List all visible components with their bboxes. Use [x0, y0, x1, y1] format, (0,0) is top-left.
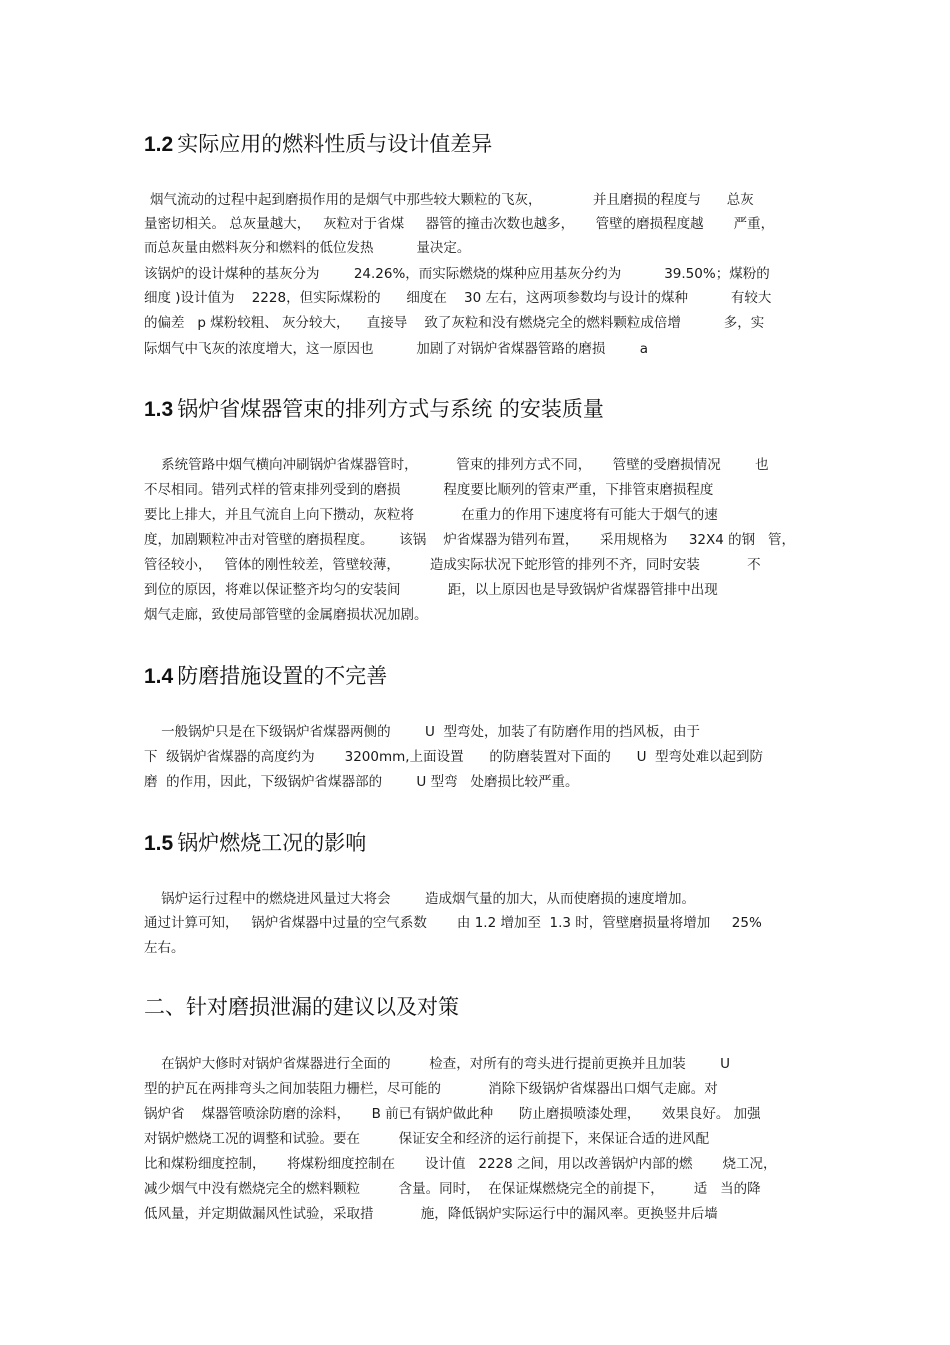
paragraph-line: 磨 的作用，因此，下级锅炉省煤器部的 U 型弯 处磨损比较严重。 [144, 774, 579, 790]
paragraph-line: 锅炉运行过程中的燃烧进风量过大将会 造成烟气量的加大，从而使磨损的速度增加。 [144, 891, 695, 907]
paragraph-line: 左右。 [144, 940, 185, 956]
paragraph-line: 细度 )设计值为 2228，但实际煤粉的 细度在 30 左右，这两项参数均与设计的煤种 有较大 [144, 290, 772, 306]
section-title: 锅炉燃烧工况的影响 [177, 831, 367, 855]
section-number: 1.4 [144, 665, 174, 688]
section-heading-2 [144, 992, 459, 1022]
paragraph-line: 该锅炉的设计煤种的基灰分为 24.26%，而实际燃烧的煤种应用基灰分约为 39.50%；煤粉的 [144, 266, 770, 282]
paragraph-line: 而总灰量由燃料灰分和燃料的低位发热 量决定。 [144, 240, 471, 256]
paragraph-line: 在锅炉大修时对锅炉省煤器进行全面的 检查，对所有的弯头进行提前更换并且加装 U [144, 1056, 730, 1072]
paragraph-line: 下 级锅炉省煤器的高度约为 3200mm,上面设置 的防磨装置对下面的 U 型弯处难以起到防 [144, 749, 764, 765]
paragraph-line: 的偏差 p 煤粉较粗、 灰分较大， 直接导 致了灰粒和没有燃烧完全的燃料颗粒成倍增 多，实 [144, 315, 765, 331]
section-title: 实际应用的燃料性质与设计值差异 [177, 132, 493, 156]
paragraph-line: 不尽相同。错列式样的管束排列受到的磨损 程度要比顺列的管束严重，下排管束磨损程度 [144, 482, 714, 498]
section-number: 1.3 [144, 398, 174, 421]
paragraph-line: 量密切相关。 总灰量越大， 灰粒对于省煤 器管的撞击次数也越多， 管壁的磨损程度越 严重， [144, 216, 775, 232]
paragraph-line: 到位的原因，将难以保证整齐均匀的安装间 距，以上原因也是导致锅炉省煤器管排中出现 [144, 582, 718, 598]
paragraph-line: 减少烟气中没有燃烧完全的燃料颗粒 含量。同时， 在保证煤燃烧完全的前提下， 适 当的降 [144, 1181, 761, 1197]
paragraph-line: 通过计算可知， 锅炉省煤器中过量的空气系数 由 1.2 增加至 1.3 时，管壁磨损量将增加 25% [144, 915, 762, 931]
paragraph-line: 一般锅炉只是在下级锅炉省煤器两侧的 U 型弯处，加装了有防磨作用的挡风板，由于 [144, 724, 700, 740]
paragraph-line: 低风量，并定期做漏风性试验，采取措 施，降低锅炉实际运行中的漏风率。更换竖井后墙 [144, 1206, 718, 1222]
paragraph-line: 对锅炉燃烧工况的调整和试验。要在 保证安全和经济的运行前提下，来保证合适的进风配 [144, 1131, 710, 1147]
section-number: 1.5 [144, 832, 174, 855]
section-number: 1.2 [144, 133, 174, 156]
paragraph-line: 型的护瓦在两排弯头之间加装阻力栅栏，尽可能的 消除下级锅炉省煤器出口烟气走廊。对 [144, 1081, 718, 1097]
section-heading-1-3 [144, 394, 604, 425]
paragraph-line: 管径较小， 管体的刚性较差，管壁较薄， 造成实际状况下蛇形管的排列不齐，同时安装 不 [144, 557, 761, 573]
paragraph-line: 烟气流动的过程中起到磨损作用的是烟气中那些较大颗粒的飞灰， 并且磨损的程度与 总灰 [150, 192, 754, 208]
section-heading-1-4 [144, 661, 387, 692]
section-title: 二、针对磨损泄漏的建议以及对策 [144, 995, 459, 1019]
section-title: 防磨措施设置的不完善 [177, 664, 388, 688]
section-heading-1-5 [144, 828, 366, 859]
paragraph-line: 锅炉省 煤器管喷涂防磨的涂料， B 前已有锅炉做此种 防止磨损喷漆处理， 效果良好。 加强 [144, 1106, 761, 1122]
paragraph-line: 系统管路中烟气横向冲刷锅炉省煤器管时， 管束的排列方式不同， 管壁的受磨损情况 也 [144, 457, 769, 473]
paragraph-line: 度，加剧颗粒冲击对管壁的磨损程度。 该锅 炉省煤器为错列布置， 采用规格为 32X4 的钢 管， [144, 532, 796, 548]
paragraph-line: 比和煤粉细度控制， 将煤粉细度控制在 设计值 2228 之间，用以改善锅炉内部的燃 烧工况， [144, 1156, 777, 1172]
section-title: 锅炉省煤器管束的排列方式与系统 的安装质量 [177, 397, 604, 421]
section-heading-1-2 [144, 129, 492, 160]
paragraph-line: 际烟气中飞灰的浓度增大，这一原因也 加剧了对锅炉省煤器管路的磨损 a [144, 341, 649, 357]
paragraph-line: 要比上排大，并且气流自上向下攒动，灰粒将 在重力的作用下速度将有可能大于烟气的速 [144, 507, 718, 523]
paragraph-line: 烟气走廊，致使局部管壁的金属磨损状况加剧。 [144, 607, 428, 623]
